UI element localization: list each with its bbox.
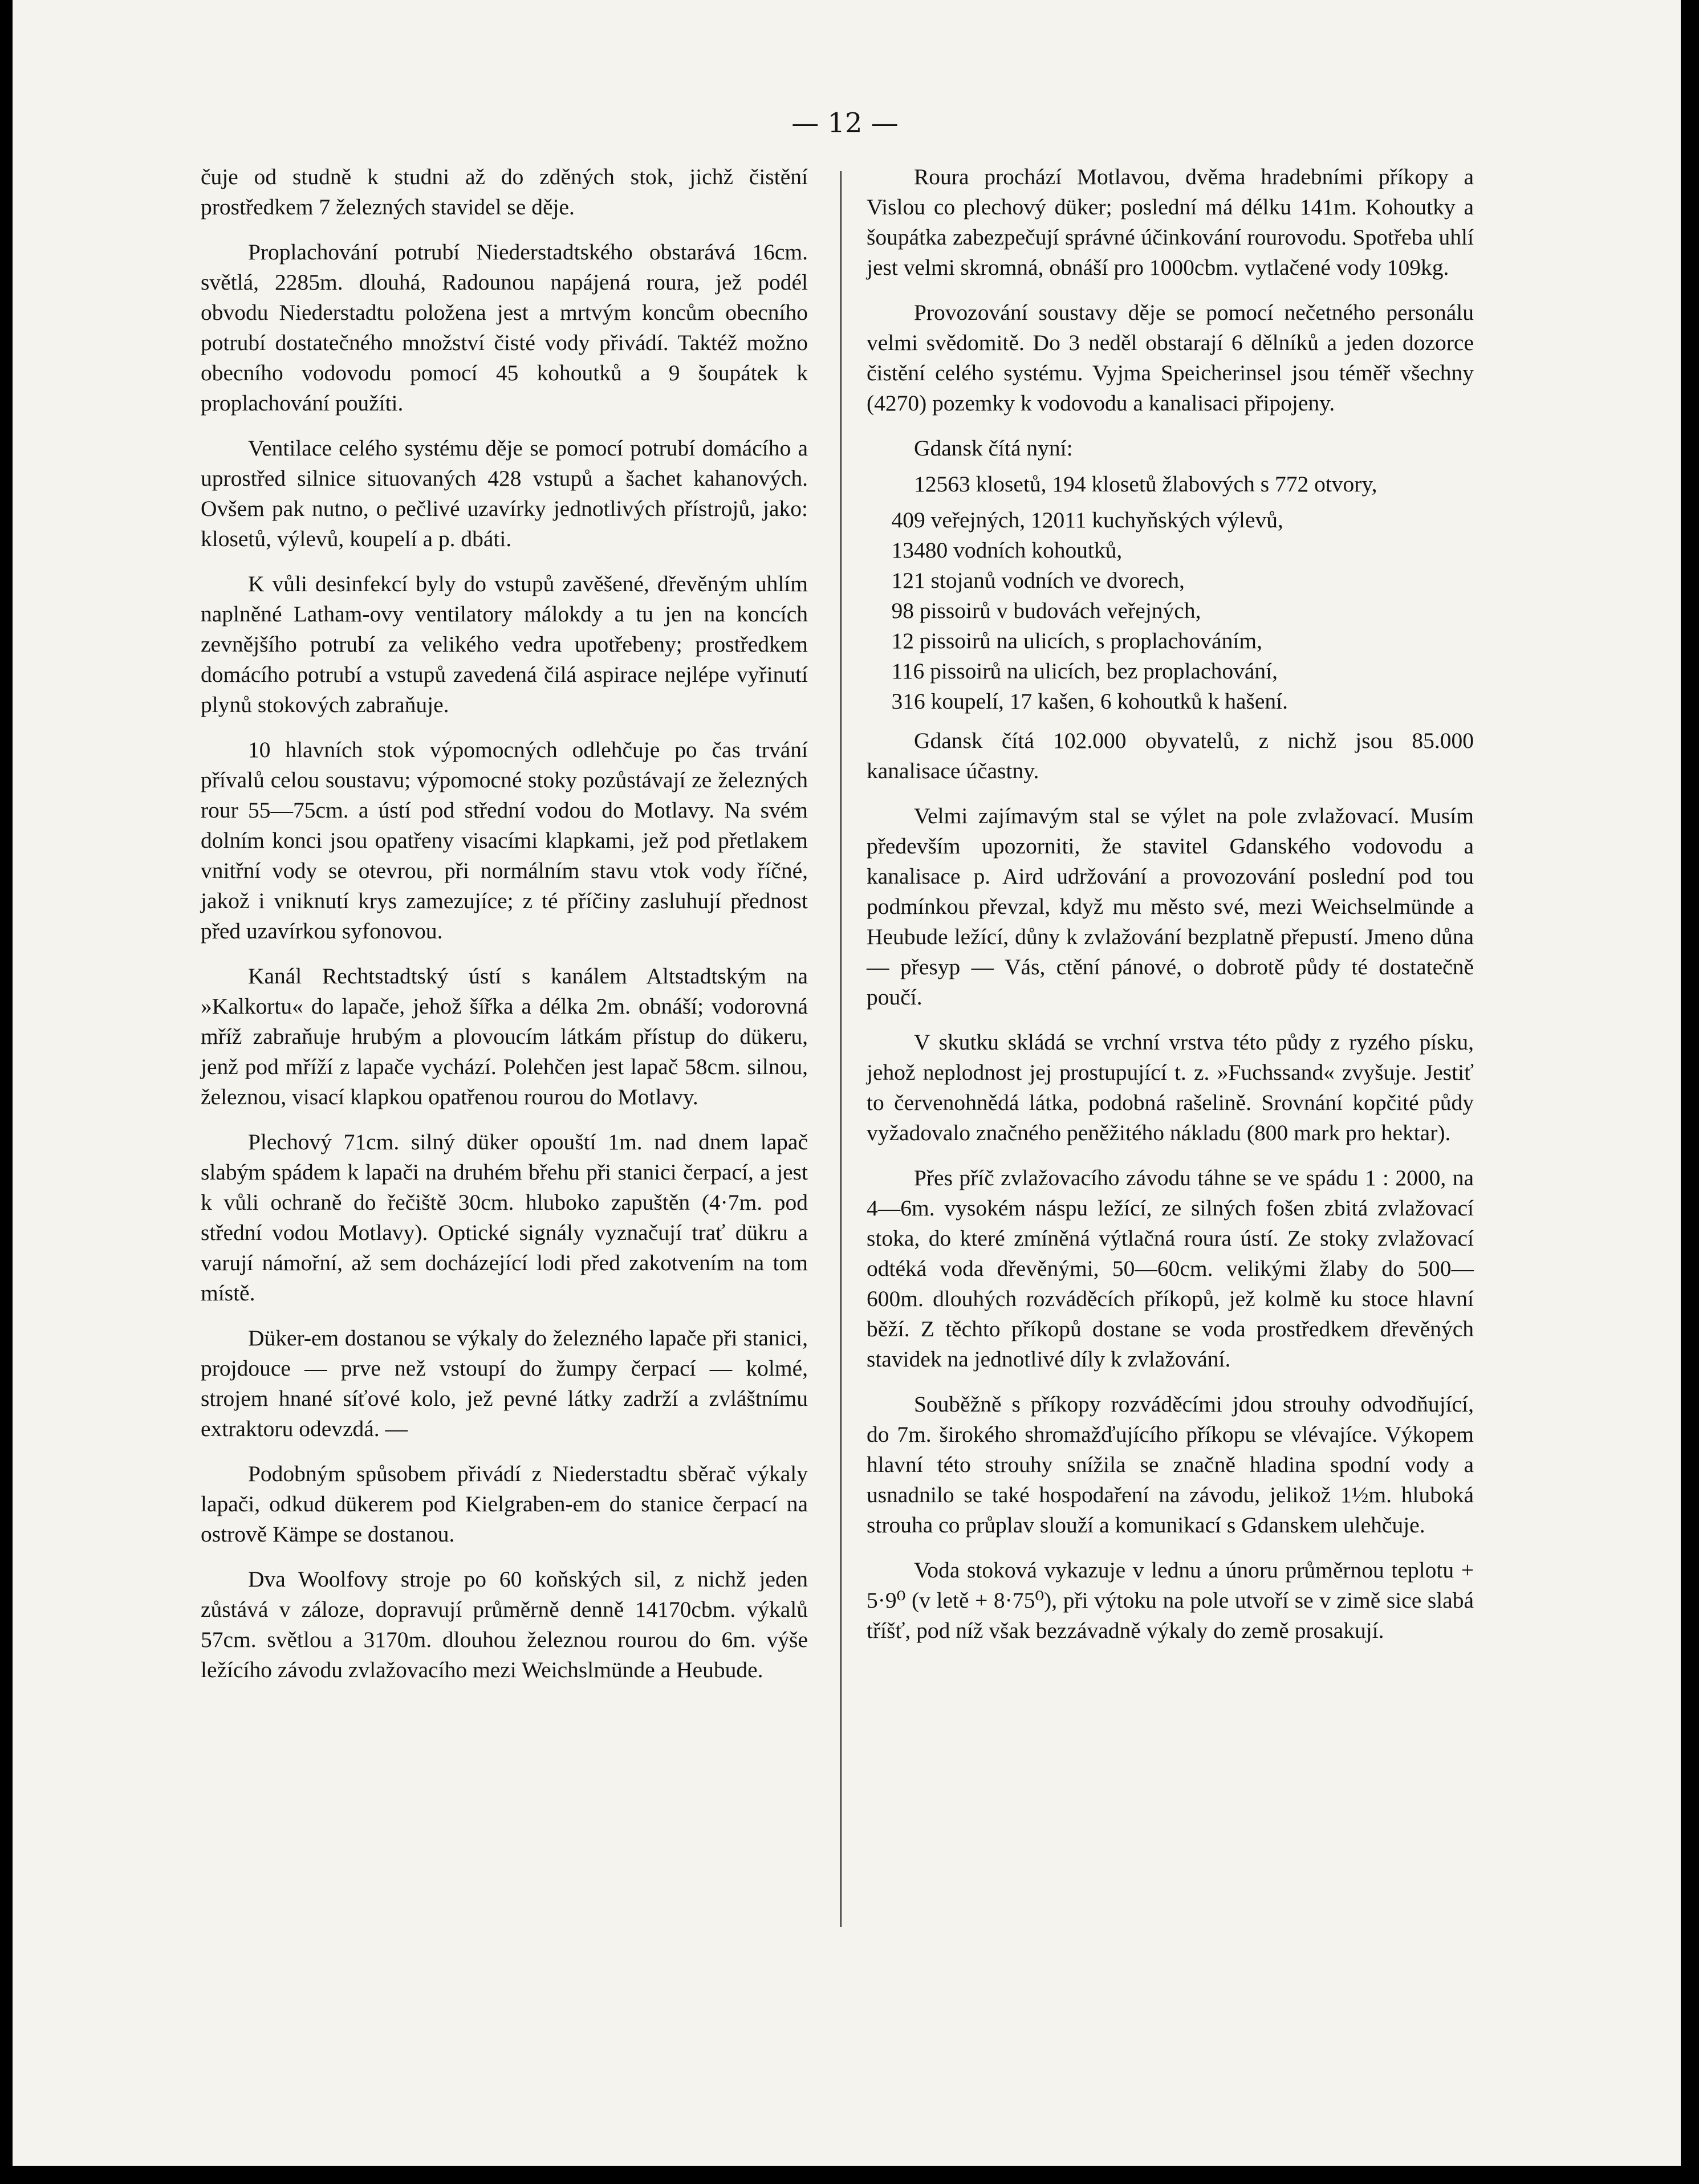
paragraph: 12563 klosetů, 194 klosetů žlabových s 772 otvory, [913, 471, 1377, 497]
paragraph: Proplachování potrubí Niederstadtského obstarává 16cm. světlá, 2285m. dlouhá, Radounou napájená roura, jež podél obvodu Niederstadtu položena jest a mrtvým koncům obecního potrubí dostatečného množství čisté vody přivádí. Taktéž možno obecního vodovodu pomocí 45 kohoutků a 9 šoupátek k proplachování použíti. [201, 239, 808, 416]
paragraph: Velmi zajímavým stal se výlet na pole zvlažovací. Musím především upozorniti, že stavitel Gdanského vodovodu a kanalisace p. Aird udržování a provozování poslední pod tou podmínkou převzal, když mu město své, mezi Weichselmünde a Heubude ležící, důny k zvlažování bezplatně přepustí. Jmeno důna — přesyp — Vás, ctění pánové, o dobrotě půdy té dostatečně poučí. [867, 803, 1474, 1010]
paragraph: Plechový 71cm. silný düker opouští 1m. nad dnem lapač slabým spádem k lapači na druhém břehu při stanici čerpací, a jest k vůli ochraně do řečiště 30cm. hluboko zapuštěn (4·7m. pod střední vodou Motlavy). Optické signály vyznačují trať dükru a varují námořní, až sem docházející lodi před zakotvením na tom místě. [201, 1129, 808, 1305]
paragraph: Kanál Rechtstadtský ústí s kanálem Altstadtským na »Kalkortu« do lapače, jehož šířka a délka 2m. obnáší; vodorovná mříž zabraňuje hrubým a plovoucím látkám přístup do dükeru, jenž pod mříží z lapače vychází. Polehčen jest lapač 58cm. silnou, železnou, visací klapkou opatřenou rourou do Motlavy. [201, 963, 808, 1109]
page-sheet [13, 0, 1681, 2166]
paragraph: Ventilace celého systému děje se pomocí potrubí domácího a uprostřed silnice situovaných 428 vstupů a šachet kahanových. Ovšem pak nutno, o pečlivé uzavírky jednotlivých přístrojů, jako: klosetů, výlevů, koupelí a p. dbáti. [201, 436, 808, 551]
paragraph: Souběžně s příkopy rozváděcími jdou strouhy odvodňující, do 7m. širokého shromažďujícího příkopu se vlévajíce. Výkopem hlavní této strouhy snížila se značně hladina spodní vody a usnadnilo se také hospodaření na závodu, jelikož 1½m. hluboká strouha co průplav slouží a komunikací s Gdanskem ulehčuje. [867, 1392, 1474, 1538]
paragraph: Dva Woolfovy stroje po 60 koňských sil, z nichž jeden zůstává v záloze, dopravují průměrně denně 14170cbm. výkalů 57cm. světlou a 3170m. dlouhou železnou rourou do 6m. výše ležícího závodu zvlažovacího mezi Weichslmünde a Heubude. [201, 1567, 808, 1682]
paragraph: V skutku skládá se vrchní vrstva této půdy z ryzého písku, jehož neplodnost jej prostupující t. z. »Fuchssand« zvyšuje. Jestiť to červenohnědá látka, podobná rašelině. Srovnání kopčité půdy vyžadovalo značného peněžitého nákladu (800 mark pro hektar). [867, 1030, 1474, 1145]
paragraph: Roura prochází Motlavou, dvěma hradebními příkopy a Vislou co plechový düker; poslední má délku 141m. Kohoutky a šoupátka zabezpečují správné účinkování rourovodu. Spotřeba uhlí jest velmi skromná, obnáší pro 1000cbm. vytlačené vody 109kg. [867, 164, 1474, 280]
list-item: 12 pissoirů na ulicích, s proplachováním, [891, 628, 1262, 653]
paragraph: Provozování soustavy děje se pomocí nečetného personálu velmi svědomitě. Do 3 neděl obstarají 6 dělníků a jeden dozorce čistění celého systému. Vyjma Speicherinsel jsou téměř všechny (4270) pozemky k vodovodu a kanalisaci připojeny. [867, 300, 1474, 416]
list-item: 13480 vodních kohoutků, [891, 538, 1123, 563]
paragraph: Podobným spůsobem přivádí z Niederstadtu sběrač výkaly lapači, odkud dükerem pod Kielgraben-em do stanice čerpací na ostrově Kämpe se dostanou. [201, 1461, 808, 1547]
column-divider [840, 171, 842, 1927]
list-item: 121 stojanů vodních ve dvorech, [891, 568, 1185, 593]
list-item: 98 pissoirů v budovách veřejných, [891, 598, 1201, 623]
paragraph: Düker-em dostanou se výkaly do železného lapače při stanici, projdouce — prve než vstoupí do žumpy čerpací — kolmé, strojem hnané síťové kolo, jež pevné látky zadrží a zvláštnímu extraktoru odevzdá. — [201, 1325, 808, 1441]
left-column [201, 162, 808, 1700]
paragraph: 10 hlavních stok výpomocných odlehčuje po čas trvání přívalů celou soustavu; výpomocné stoky pozůstávají ze železných rour 55—75cm. a ústí pod střední vodou do Motlavy. Na svém dolním konci jsou opatřeny visacími klapkami, jež pod přetlakem vnitřní vody se otevrou, při normálním stavu vtok vody říčné, jakož i vniknutí krys zamezujíce; z té příčiny zasluhují přednost před uzavírkou syfonovou. [201, 737, 808, 943]
list-item: 316 koupelí, 17 kašen, 6 kohoutků k hašení. [891, 689, 1288, 714]
page-number: — 12 — [791, 107, 899, 139]
paragraph: čuje od studně k studni až do zděných stok, jichž čistění prostředkem 7 železných stavidel se děje. [201, 164, 808, 219]
paragraph: K vůli desinfekcí byly do vstupů zavěšené, dřevěným uhlím naplněné Latham-ovy ventilatory málokdy a tu jen na koncích zevnějšího potrubí za velikého vedra upotřebeny; prostředkem domácího potrubí a vstupů zavedená čilá aspirace nejlépe vyřinutí plynů stokových zabraňuje. [201, 571, 808, 717]
list-item: 116 pissoirů na ulicích, bez proplachování, [891, 658, 1278, 684]
paragraph: Gdansk čítá nyní: [913, 436, 1073, 461]
paragraph: Přes příč zvlažovacího závodu táhne se ve spádu 1 : 2000, na 4—6m. vysokém náspu ležící, ze silných fošen zbitá zvlažovací stoka, do které zmíněná výtlačná roura ústí. Ze stoky zvlažovací odtéká voda dřevěnými, 50—60cm. velikými žlaby do 500—600m. dlouhých rozváděcích příkopů, jež kolmě ku stoce hlavní běží. Z těchto příkopů dostane se voda prostředkem dřevěných stavidek na jednotlivé díly k zvlažování. [867, 1165, 1474, 1372]
fixture-list [867, 505, 1474, 717]
right-column [867, 162, 1474, 1661]
list-item: 409 veřejných, 12011 kuchyňských výlevů, [891, 507, 1283, 532]
paragraph: Gdansk čítá 102.000 obyvatelů, z nichž jsou 85.000 kanalisace účastny. [867, 728, 1474, 783]
paragraph: Voda stoková vykazuje v lednu a únoru průměrnou teplotu + 5·9⁰ (v letě + 8·75⁰), při výtoku na pole utvoří se v zimě sice slabá tříšť, pod níž však bezzávadně výkaly do země prosakují. [867, 1557, 1474, 1643]
